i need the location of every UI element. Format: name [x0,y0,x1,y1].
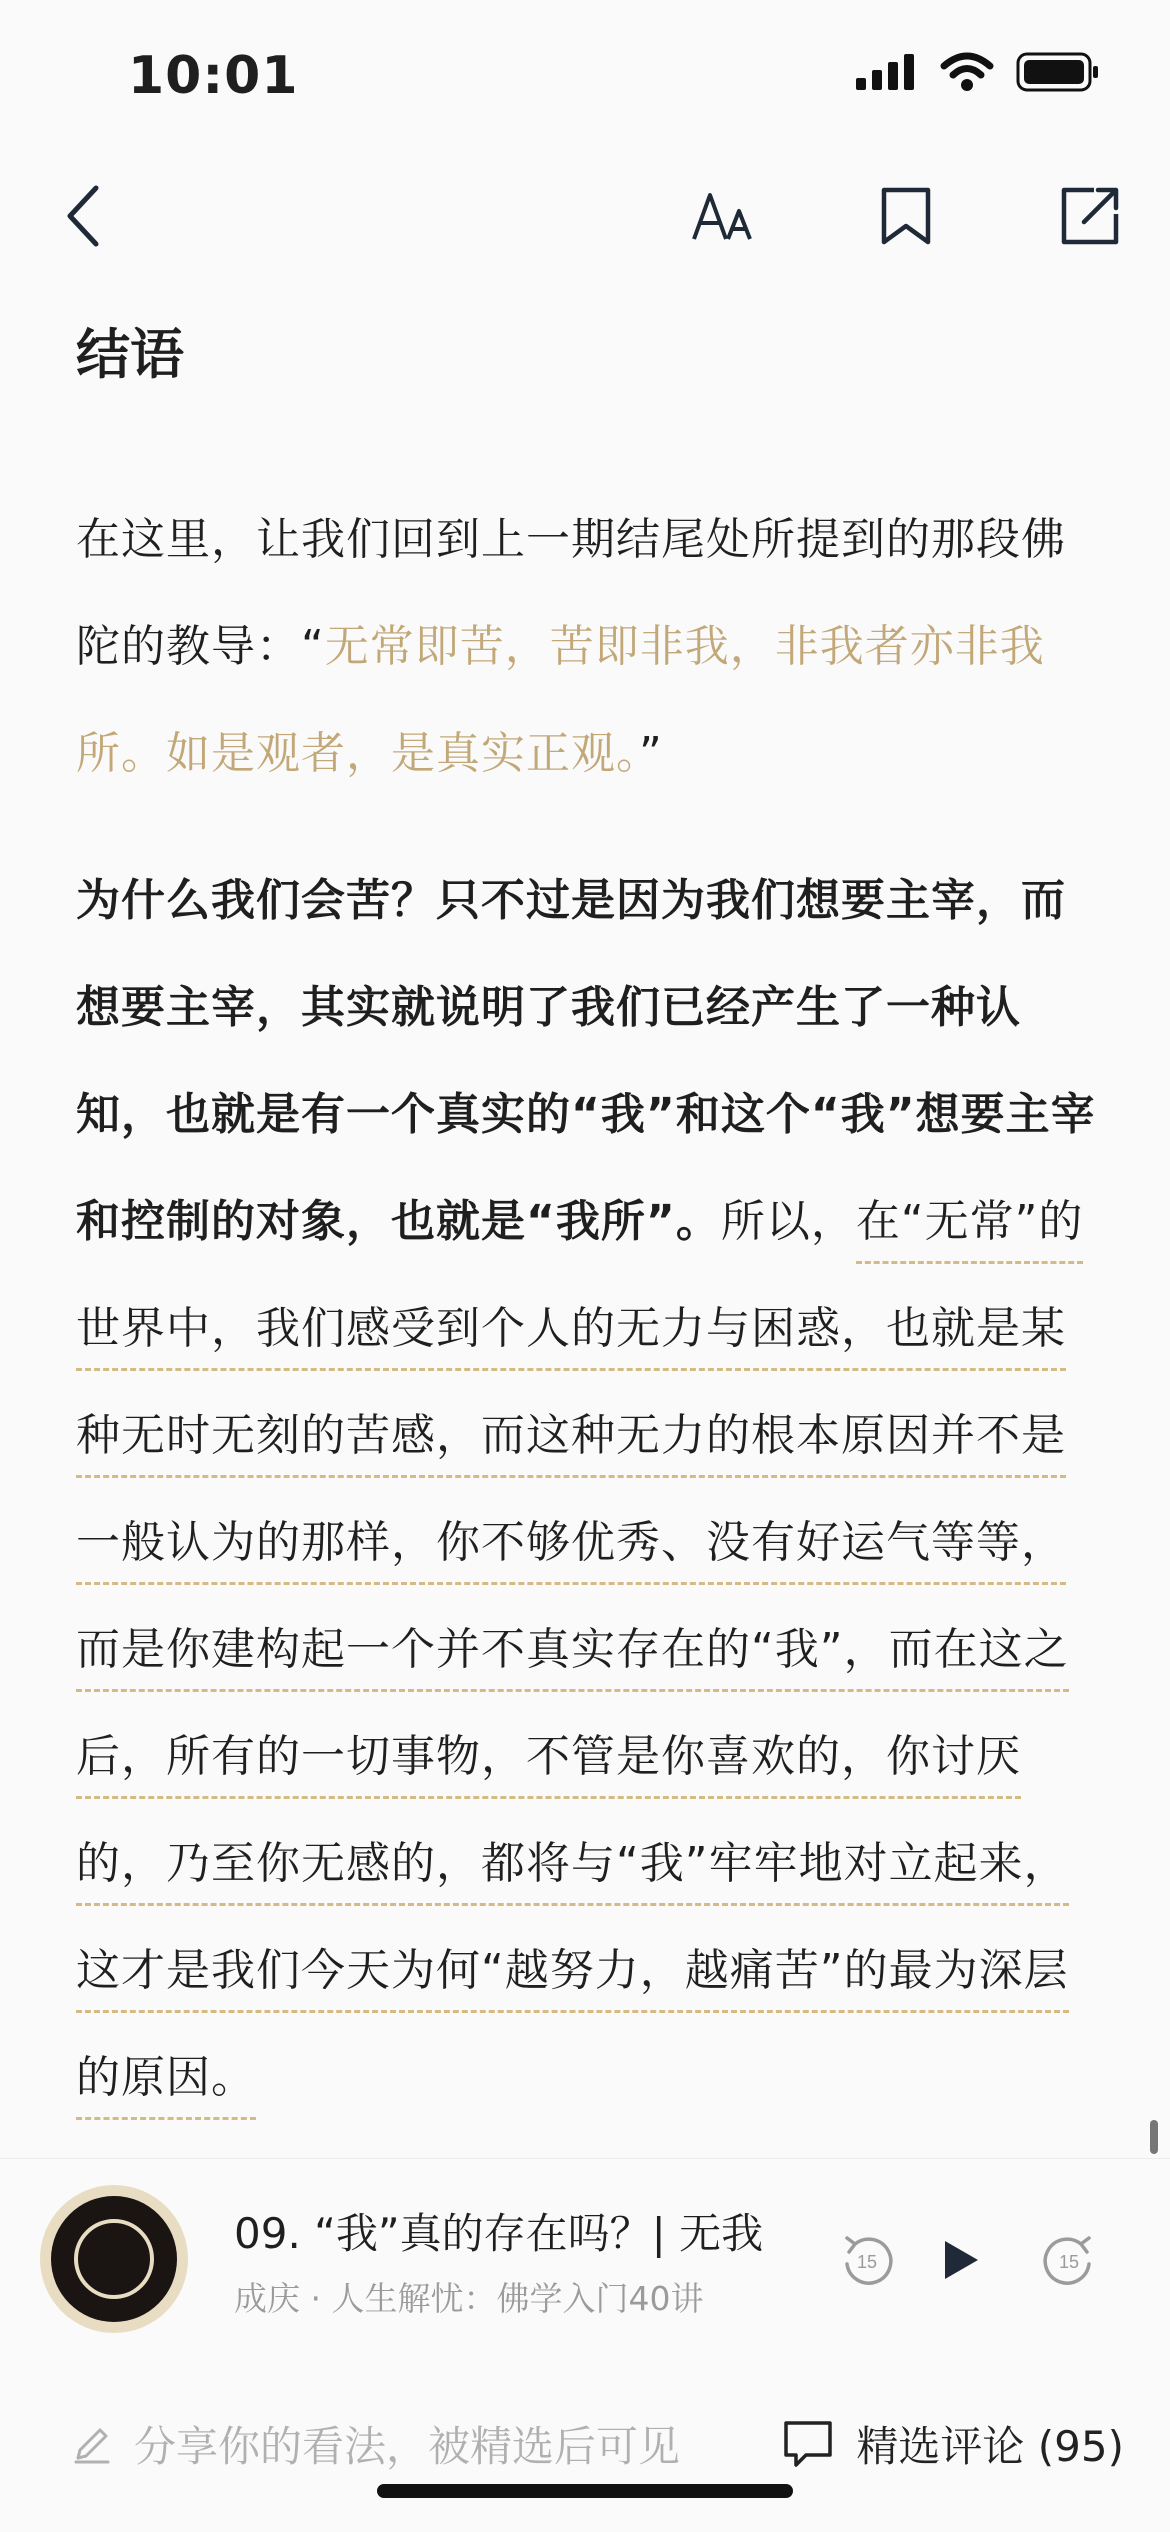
chevron-left-icon [64,184,104,248]
rewind-label: 15 [856,2252,878,2272]
bookmark-button[interactable] [868,178,944,254]
paragraph-text: 所以， [720,1196,856,1247]
quote-close: ” [639,728,663,779]
article-paragraph-2 [76,847,1096,2131]
rewind-15-icon [841,2234,893,2286]
comments-label: 精选评论 (95) [856,2422,1124,2471]
wifi-icon [940,52,994,92]
forward-label: 15 [1058,2252,1080,2272]
ensō-circle [74,2219,154,2299]
rewind-15-button[interactable] [832,2225,902,2295]
font-size-icon [692,189,756,243]
buddha-quote: 无常即苦，苦即非我，非我者亦非我所。如是观者，是真实正观。 [76,621,1045,779]
share-placeholder: 分享你的看法，被精选后可见 [134,2422,681,2471]
play-icon [941,2238,981,2282]
section-heading: 结语 [76,323,184,386]
audio-mini-player[interactable] [0,2158,1170,2369]
forward-15-button[interactable] [1034,2225,1104,2295]
share-button[interactable] [1052,178,1128,254]
track-title[interactable]: 09. “我”真的存在吗？| 无我 [234,2209,764,2258]
top-nav [0,160,1170,270]
play-button[interactable] [926,2225,996,2295]
battery-icon [1016,52,1100,92]
bold-text: 为什么我们会苦？只不过是因为我们想要主宰，而想要主宰，其实就说明了我们已经产生了一种认知，也就是有一个真实的“我”和这个“我”想要主宰和控制的对象，也就是“我所”。 [76,875,1096,1247]
home-indicator[interactable] [377,2484,793,2498]
paragraph-text: 在这里，让我们回到上一期结尾处所提到的那段佛陀的教导：“ [76,514,1066,672]
back-button[interactable] [46,178,122,254]
article-content [76,310,1096,2131]
album-cover[interactable] [40,2185,188,2333]
featured-comments-button[interactable] [782,2414,1124,2474]
track-subtitle: 成庆 · 人生解忧：佛学入门40讲 [234,2279,704,2318]
status-icons [856,52,1100,92]
bottom-bar [0,2390,1170,2490]
share-external-icon [1060,186,1120,246]
bookmark-icon [880,186,932,246]
forward-15-icon [1043,2234,1095,2286]
article-paragraph-1 [76,486,1096,807]
font-size-button[interactable] [686,178,762,254]
signal-icon [856,54,918,90]
pencil-icon [72,2424,112,2464]
underlined-highlight[interactable]: 在“无常”的世界中，我们感受到个人的无力与困惑，也就是某种无时无刻的苦感，而这种无力的根本原因并不是一般认为的那样，你不够优秀、没有好运气等等，而是你建构起一个并不真实存在的“我”，而在这之后，所有的一切事物，不管是你喜欢的，你讨厌的，乃至你无感的，都将与“我”牢牢地对立起来，这才是我们今天为何“越努力，越痛苦”的最为深层的原因。 [76,1196,1083,2120]
scrollbar-thumb[interactable] [1150,2120,1158,2154]
status-bar [0,0,1170,150]
album-cover-art [51,2196,177,2322]
status-time: 10:01 [128,46,299,106]
comment-icon [782,2419,834,2469]
share-opinion-input[interactable] [72,2414,680,2474]
